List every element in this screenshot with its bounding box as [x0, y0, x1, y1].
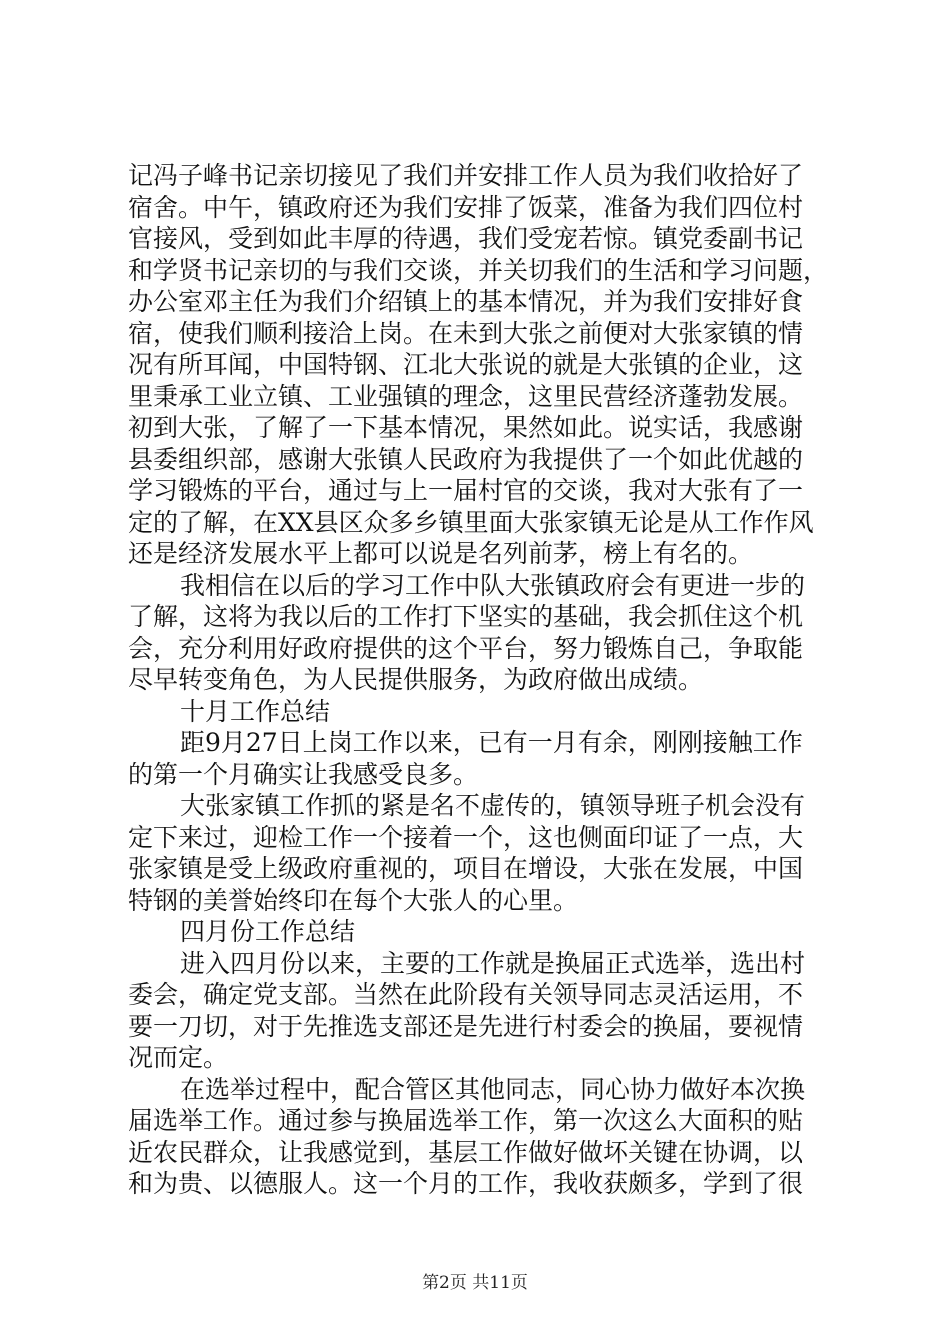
text-line: 定下来过，迎检工作一个接着一个，这也侧面印证了一点，大 [128, 822, 804, 852]
text-line: 里秉承工业立镇、工业强镇的理念，这里民营经济蓬勃发展。 [128, 381, 804, 411]
text-line: 大张家镇工作抓的紧是名不虚传的，镇领导班子机会没有 [180, 791, 806, 820]
paragraph [128, 160, 848, 570]
text-line: 宿，使我们顺利接洽上岗。在未到大张之前便对大张家镇的情 [128, 318, 804, 348]
heading-text: 十月工作总结 [180, 696, 331, 726]
page-number: 第2页 共11页 [422, 1273, 528, 1293]
text-line: 在选举过程中，配合管区其他同志，同心协力做好本次换 [180, 1074, 806, 1104]
text-line: 县委组织部，感谢大张镇人民政府为我提供了一个如此优越的 [128, 444, 804, 474]
text-line: 和学贤书记亲切的与我们交谈，并关切我们的生活和学习问题， [128, 255, 829, 285]
text-line: 况有所耳闻，中国特钢、江北大张说的就是大张镇的企业，这 [128, 350, 804, 379]
text-line: 近农民群众，让我感觉到，基层工作做好做坏关键在协调，以 [128, 1137, 804, 1167]
text-line: 距9月27日上岗工作以来，已有一月有余，刚刚接触工作 [180, 728, 803, 757]
body-text [128, 160, 848, 1200]
text-line: 届选举工作。通过参与换届选举工作，第一次这么大面积的贴 [128, 1106, 804, 1135]
section-heading [128, 696, 848, 728]
text-line: 进入四月份以来，主要的工作就是换届正式选举，选出村 [180, 948, 806, 978]
paragraph [128, 948, 848, 1074]
text-line: 尽早转变角色，为人民提供服务，为政府做出成绩。 [128, 665, 704, 694]
heading-text: 四月份工作总结 [180, 917, 356, 946]
text-line: 了解，这将为我以后的工作打下坚实的基础，我会抓住这个机 [128, 602, 804, 631]
text-line: 张家镇是受上级政府重视的，项目在增设，大张在发展，中国 [128, 854, 804, 883]
text-line: 况而定。 [128, 1043, 229, 1072]
text-line: 宿舍。中午，镇政府还为我们安排了饭菜，准备为我们四位村 [128, 192, 804, 222]
text-line: 的第一个月确实让我感受良多。 [128, 759, 479, 789]
text-line: 初到大张，了解了一下基本情况，果然如此。说实话，我感谢 [128, 413, 804, 442]
text-line: 我相信在以后的学习工作中队大张镇政府会有更进一步的 [180, 570, 806, 600]
text-line: 办公室邓主任为我们介绍镇上的基本情况，并为我们安排好食 [128, 287, 804, 316]
paragraph [128, 790, 848, 916]
text-line: 官接风，受到如此丰厚的待遇，我们受宠若惊。镇党委副书记 [128, 224, 804, 253]
paragraph [128, 570, 848, 696]
text-line: 还是经济发展水平上都可以说是名列前茅，榜上有名的。 [128, 539, 754, 568]
text-line: 记冯子峰书记亲切接见了我们并安排工作人员为我们收拾好了 [128, 161, 804, 190]
text-line: 要一刀切，对于先推选支部还是先进行村委会的换届，要视情 [128, 1011, 804, 1041]
paragraph [128, 1074, 848, 1200]
text-line: 会，充分利用好政府提供的这个平台，努力锻炼自己，争取能 [128, 633, 804, 663]
text-line: 学习锻炼的平台，通过与上一届村官的交谈，我对大张有了一 [128, 476, 804, 505]
text-line: 委会，确定党支部。当然在此阶段有关领导同志灵活运用，不 [128, 980, 804, 1009]
page-number-footer [0, 1268, 950, 1293]
paragraph [128, 727, 848, 790]
text-line: 特钢的美誉始终印在每个大张人的心里。 [128, 885, 579, 915]
text-line: 定的了解，在XX县区众多乡镇里面大张家镇无论是从工作作风 [128, 507, 814, 537]
text-line: 和为贵、以德服人。这一个月的工作，我收获颇多，学到了很 [128, 1169, 804, 1198]
section-heading [128, 916, 848, 948]
